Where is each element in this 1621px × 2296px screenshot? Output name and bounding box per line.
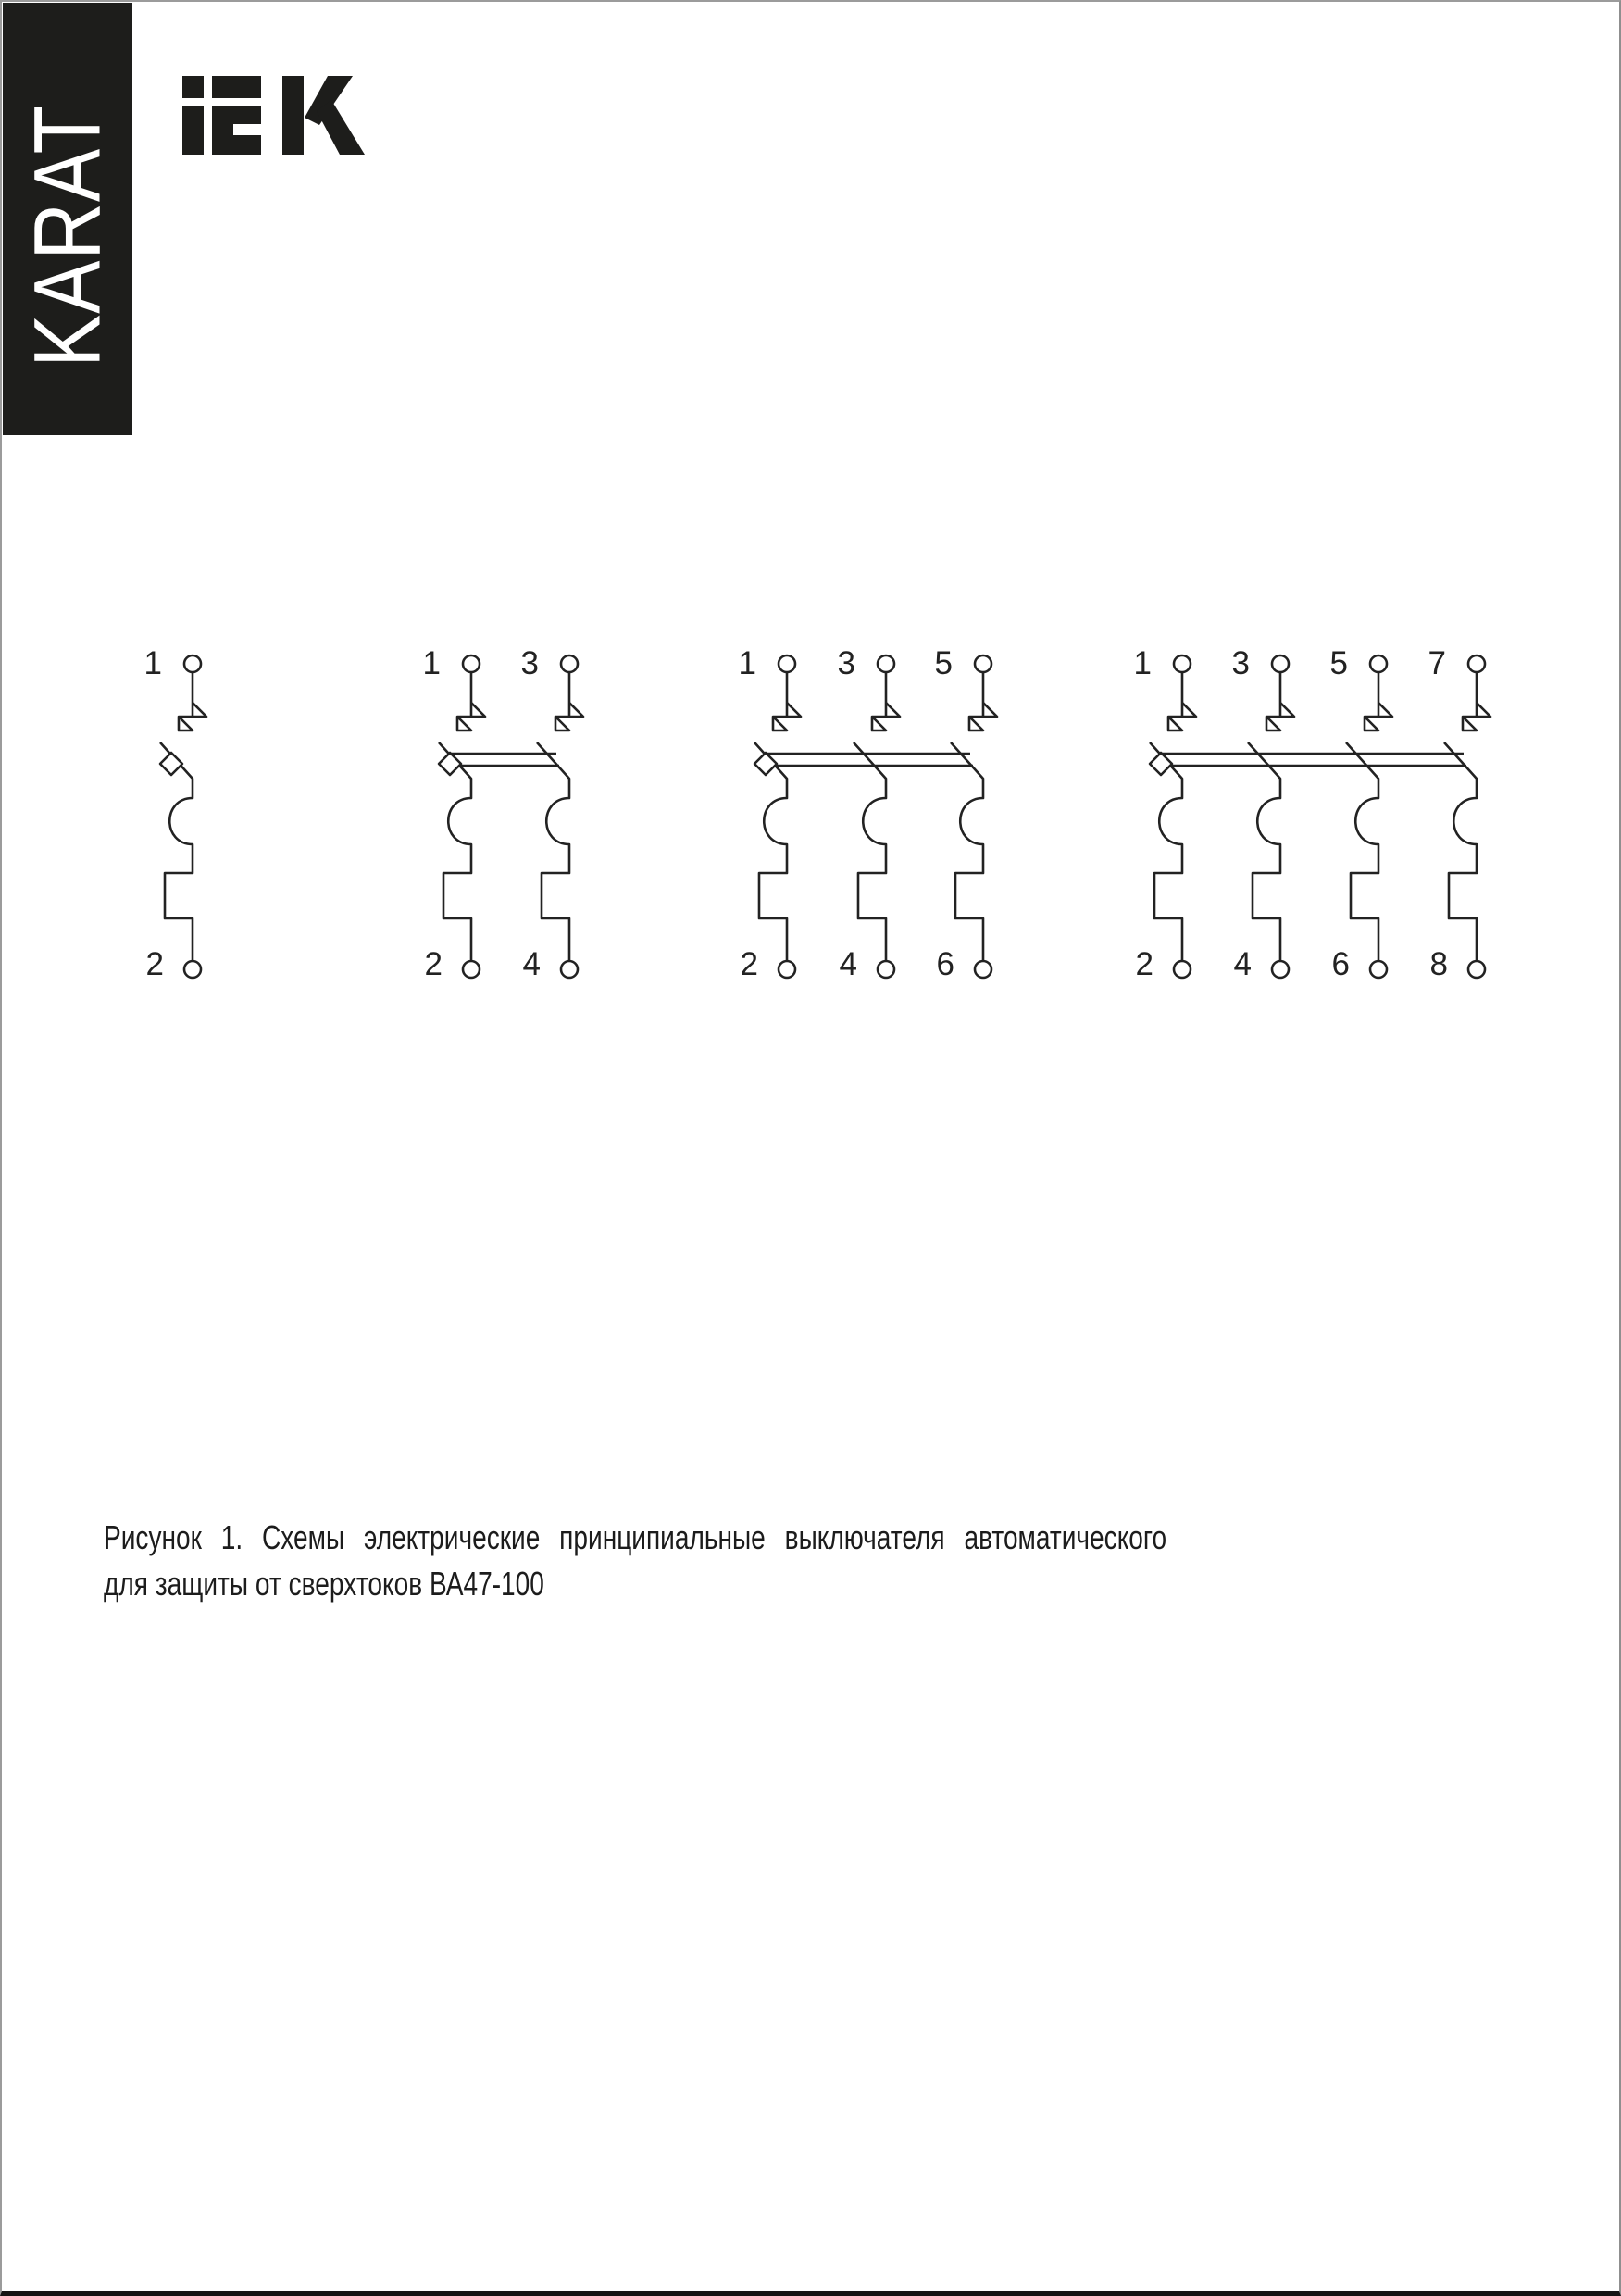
contact-lever-and-releases-path [1150,742,1182,961]
breaker-pole [423,645,485,982]
bottom-terminal-label: 6 [936,946,954,982]
bottom-terminal-circle [1174,961,1191,978]
bottom-terminal-circle [184,961,201,978]
contact-lever-and-releases-path [1346,742,1378,961]
bottom-terminal-label: 2 [424,946,443,982]
top-terminal-circle [1272,655,1289,672]
top-terminal-circle [1370,655,1387,672]
breaker-pole [739,645,801,982]
bottom-terminal-label: 6 [1331,946,1350,982]
contact-lever-and-releases-path [439,742,471,961]
contact-lever-and-releases-path [1248,742,1280,961]
breaker-pole [838,645,900,982]
breaker-2-pole [423,645,583,982]
contact-lever-and-releases-path [537,742,569,961]
bottom-terminal-label: 2 [740,946,758,982]
contact-lever-and-releases-path [951,742,983,961]
top-terminal-circle [975,655,991,672]
top-terminal-label: 3 [1231,645,1250,681]
breaker-3-pole [739,645,997,982]
breaker-pole [1232,645,1294,982]
trip-release-arrow-icon [1463,703,1490,730]
top-terminal-circle [1468,655,1485,672]
bottom-terminal-circle [561,961,578,978]
bottom-terminal-circle [1468,961,1485,978]
trip-release-arrow-icon [457,703,485,730]
bottom-terminal-label: 8 [1429,946,1448,982]
top-terminal-label: 5 [934,645,953,681]
breaker-pole [1134,645,1196,982]
schematic-figure [2,2,1621,1076]
breaker-function-diamond [160,753,182,775]
bottom-terminal-label: 4 [1233,946,1252,982]
breaker-pole [144,645,206,982]
bottom-terminal-circle [878,961,894,978]
top-terminal-label: 3 [837,645,855,681]
contact-lever-and-releases-path [854,742,886,961]
trip-release-arrow-icon [969,703,997,730]
breaker-4-pole [1134,645,1490,982]
trip-release-arrow-icon [773,703,801,730]
contact-lever-and-releases-path [754,742,787,961]
top-terminal-circle [1174,655,1191,672]
figure-caption [104,1515,1166,1607]
top-terminal-circle [463,655,480,672]
contact-lever-and-releases-path [1444,742,1477,961]
breaker-function-diamond [439,753,461,775]
top-terminal-label: 1 [422,645,441,681]
bottom-terminal-circle [1370,961,1387,978]
bottom-terminal-circle [463,961,480,978]
breaker-pole [1330,645,1392,982]
bottom-terminal-label: 4 [839,946,857,982]
bottom-terminal-label: 4 [522,946,541,982]
top-terminal-circle [184,655,201,672]
top-terminal-label: 1 [143,645,162,681]
trip-release-arrow-icon [179,703,206,730]
bottom-terminal-label: 2 [1135,946,1153,982]
figure-caption-line1: Рисунок 1. Схемы электрические принципиальные выключателя автоматического [104,1518,1167,1556]
top-terminal-label: 1 [1133,645,1152,681]
bottom-terminal-label: 2 [145,946,164,982]
trip-release-arrow-icon [555,703,583,730]
top-terminal-circle [779,655,795,672]
top-terminal-label: 7 [1428,645,1446,681]
top-terminal-circle [878,655,894,672]
trip-release-arrow-icon [872,703,900,730]
top-terminal-label: 5 [1329,645,1348,681]
top-terminal-label: 3 [520,645,539,681]
breaker-pole [521,645,583,982]
breaker-pole [935,645,997,982]
contact-lever-and-releases-path [160,742,193,961]
bottom-terminal-circle [779,961,795,978]
trip-release-arrow-icon [1168,703,1196,730]
top-terminal-label: 1 [738,645,756,681]
breaker-pole [1428,645,1490,982]
series-name-vertical-text: KARAT [14,105,120,368]
breaker-function-diamond [1150,753,1172,775]
top-terminal-circle [561,655,578,672]
trip-release-arrow-icon [1266,703,1294,730]
bottom-terminal-circle [1272,961,1289,978]
trip-release-arrow-icon [1365,703,1392,730]
figure-caption-line2: для защиты от сверхтоков ВА47-100 [104,1565,544,1603]
bottom-terminal-circle [975,961,991,978]
breaker-1-pole [144,645,206,982]
breaker-function-diamond [754,753,777,775]
